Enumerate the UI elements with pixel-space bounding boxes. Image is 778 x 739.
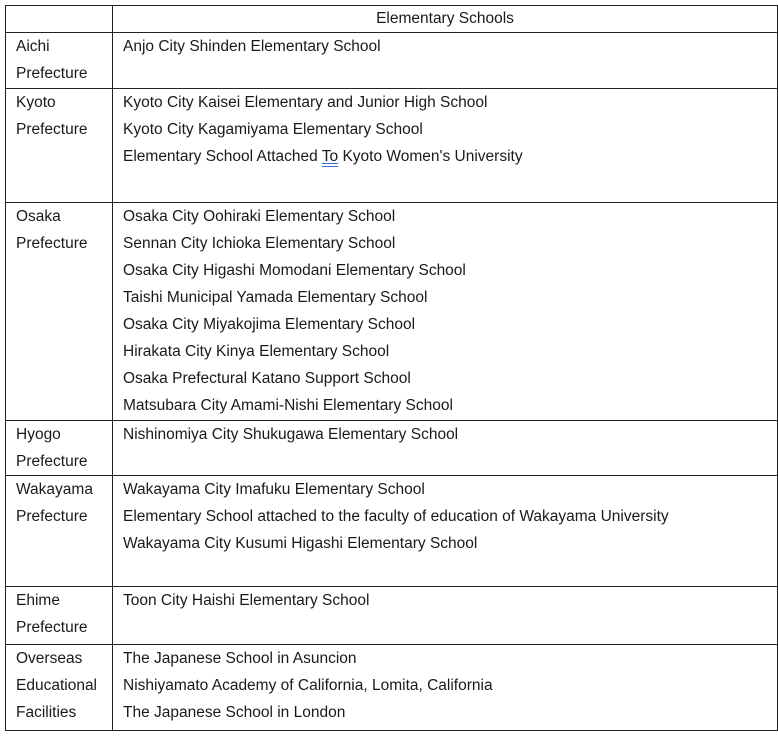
prefecture-label: Educational	[16, 677, 98, 694]
prefecture-label: Wakayama	[16, 481, 93, 498]
prefecture-label: Prefecture	[16, 121, 88, 138]
school-name: The Japanese School in London	[123, 704, 346, 721]
schools-cell	[113, 587, 778, 645]
prefecture-label: Prefecture	[16, 65, 88, 82]
school-name: Osaka City Oohiraki Elementary School	[123, 208, 396, 225]
school-name: Osaka City Miyakojima Elementary School	[123, 316, 416, 333]
school-name: Elementary School attached to the faculty of education of Wakayama University	[123, 508, 669, 525]
school-name: Wakayama City Kusumi Higashi Elementary School	[123, 535, 478, 552]
school-name: Toon City Haishi Elementary School	[123, 592, 370, 609]
schools-cell	[113, 476, 778, 587]
prefecture-cell	[6, 89, 113, 203]
spellcheck-underlined-word[interactable]: To	[321, 148, 339, 165]
table-row	[6, 645, 778, 731]
prefecture-label: Aichi	[16, 38, 50, 55]
prefecture-cell	[6, 203, 113, 421]
header-elementary-schools: Elementary Schools	[113, 6, 778, 33]
header-empty-cell	[6, 6, 113, 33]
school-name: The Japanese School in Asuncion	[123, 650, 357, 667]
table-row	[6, 476, 778, 587]
prefecture-label: Facilities	[16, 704, 77, 721]
school-name: Hirakata City Kinya Elementary School	[123, 343, 390, 360]
school-name: Nishinomiya City Shukugawa Elementary School	[123, 426, 459, 443]
prefecture-label: Ehime	[16, 592, 60, 609]
school-name: Osaka City Higashi Momodani Elementary School	[123, 262, 466, 279]
table-row	[6, 203, 778, 421]
schools-cell	[113, 421, 778, 476]
schools-cell	[113, 33, 778, 89]
prefecture-cell	[6, 645, 113, 731]
school-name: Kyoto City Kagamiyama Elementary School	[123, 121, 423, 138]
school-name: Kyoto City Kaisei Elementary and Junior High School	[123, 94, 488, 111]
prefecture-label: Overseas	[16, 650, 83, 667]
prefecture-label: Prefecture	[16, 235, 88, 252]
prefecture-label: Osaka	[16, 208, 61, 225]
school-name: Sennan City Ichioka Elementary School	[123, 235, 396, 252]
prefecture-label: Prefecture	[16, 508, 88, 525]
school-name	[123, 143, 777, 170]
school-name: Taishi Municipal Yamada Elementary School	[123, 289, 428, 306]
schools-table	[5, 5, 778, 731]
table-row	[6, 421, 778, 476]
prefecture-label: Hyogo	[16, 426, 61, 443]
prefecture-cell	[6, 476, 113, 587]
schools-cell	[113, 203, 778, 421]
schools-cell	[113, 89, 778, 203]
prefecture-cell	[6, 33, 113, 89]
prefecture-cell	[6, 587, 113, 645]
document-body	[5, 5, 777, 731]
school-name: Wakayama City Imafuku Elementary School	[123, 481, 425, 498]
prefecture-label: Prefecture	[16, 619, 88, 636]
table-row	[6, 33, 778, 89]
school-name-part: Kyoto Women's University	[338, 148, 523, 165]
table-header-row	[6, 6, 778, 33]
table-row	[6, 89, 778, 203]
school-name: Osaka Prefectural Katano Support School	[123, 370, 411, 387]
prefecture-cell	[6, 421, 113, 476]
school-name: Matsubara City Amami-Nishi Elementary School	[123, 397, 453, 414]
table-row	[6, 587, 778, 645]
prefecture-label: Kyoto	[16, 94, 56, 111]
school-name: Anjo City Shinden Elementary School	[123, 38, 381, 55]
school-name-part: Elementary School Attached	[123, 148, 322, 165]
school-name: Nishiyamato Academy of California, Lomita, California	[123, 677, 493, 694]
schools-cell	[113, 645, 778, 731]
prefecture-label: Prefecture	[16, 453, 88, 470]
